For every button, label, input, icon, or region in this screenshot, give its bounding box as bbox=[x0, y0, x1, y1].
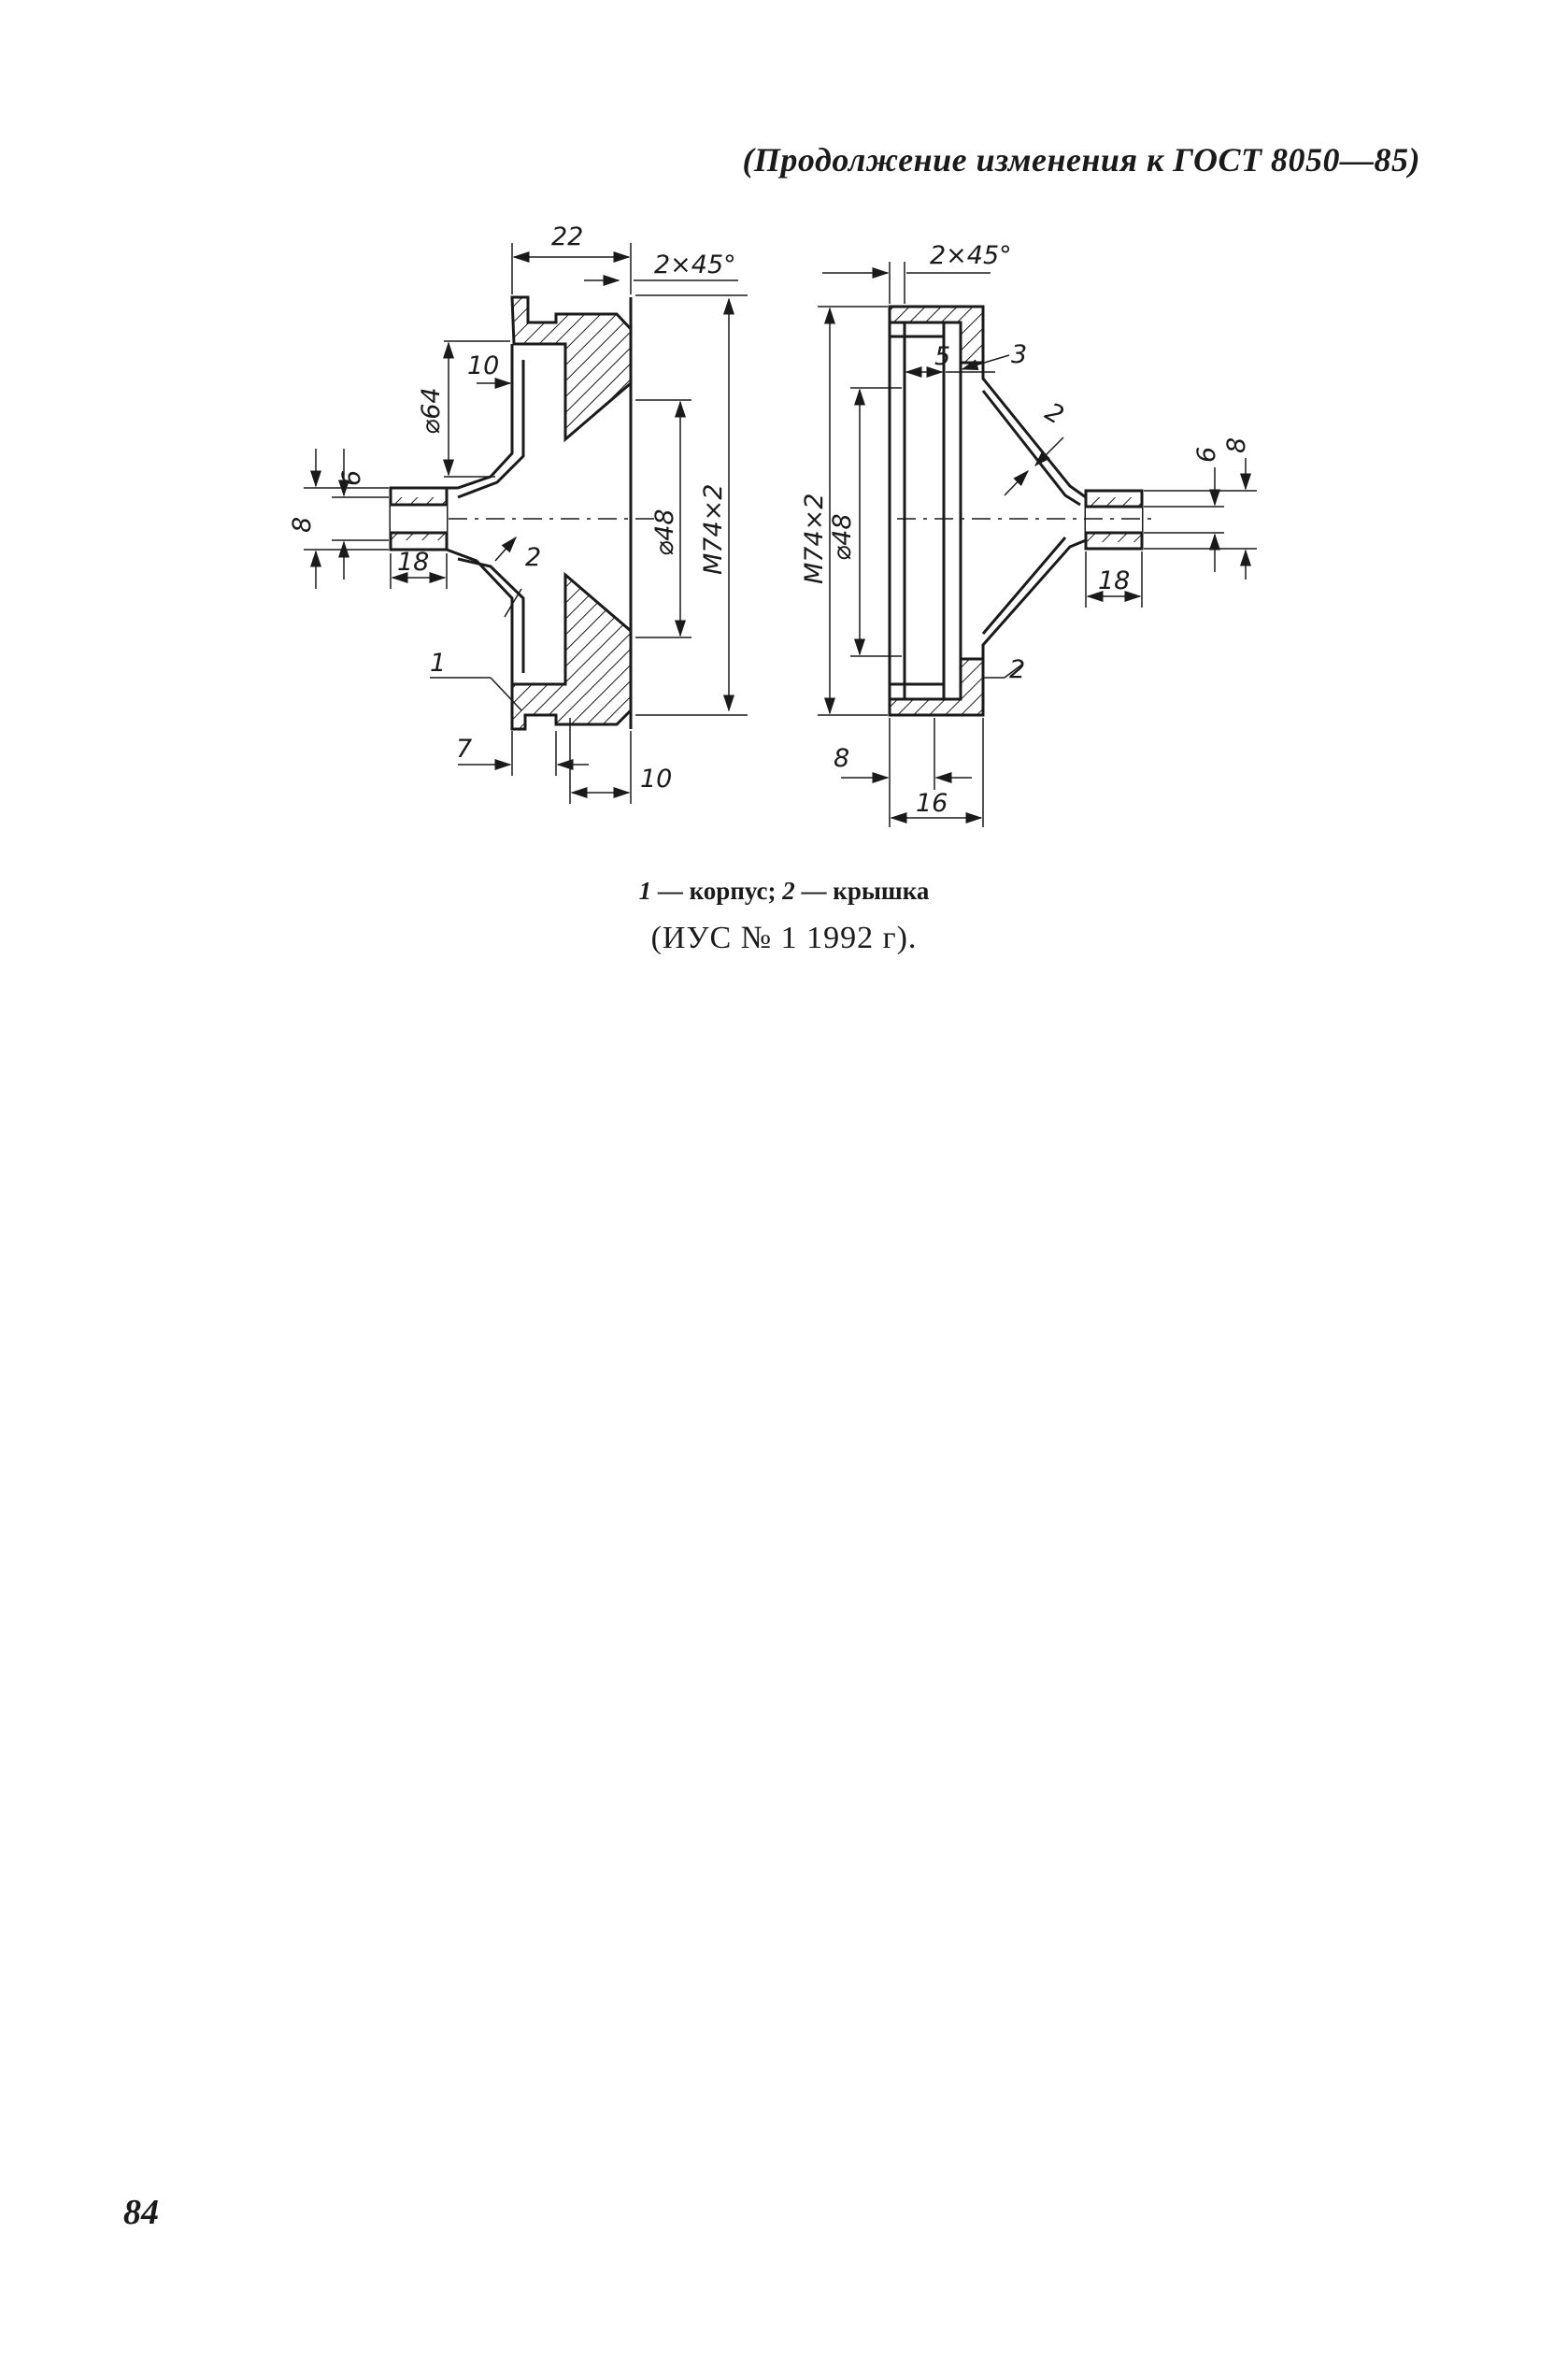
label-2: 2 bbox=[1009, 655, 1026, 684]
dim-8-bottom: 8 bbox=[834, 744, 850, 773]
dim-10-top: 10 bbox=[467, 351, 500, 380]
dim-8-right: 8 bbox=[1222, 437, 1251, 453]
caption-num-1: 1 bbox=[638, 877, 652, 905]
dim-6-2: 6 bbox=[1192, 446, 1221, 463]
dim-16: 16 bbox=[916, 789, 948, 818]
label-1: 1 bbox=[430, 649, 447, 678]
page-number: 84 bbox=[123, 2193, 159, 2232]
figure-caption bbox=[0, 877, 1568, 906]
technical-drawing bbox=[280, 206, 1290, 851]
dim-6: 6 bbox=[337, 469, 366, 486]
dim-8: 8 bbox=[288, 516, 317, 533]
dim-22: 22 bbox=[551, 222, 584, 251]
dim-d64: ⌀64 bbox=[417, 387, 446, 435]
dim-chamfer-1: 2×45° bbox=[654, 251, 736, 279]
dim-m74: M74×2 bbox=[699, 483, 728, 575]
part-2-labels bbox=[800, 241, 1251, 818]
caption-text-2: — крышка bbox=[794, 877, 930, 905]
dim-18-2: 18 bbox=[1098, 566, 1131, 595]
dim-d48-2: ⌀48 bbox=[828, 513, 857, 561]
dim-18: 18 bbox=[397, 548, 430, 577]
part-1-upper-flange bbox=[512, 297, 631, 439]
dim-3: 3 bbox=[1011, 340, 1028, 369]
dim-d48: ⌀48 bbox=[650, 508, 679, 556]
dim-wall-2b: 2 bbox=[1039, 397, 1069, 431]
part-1-cone-lower bbox=[447, 550, 512, 684]
caption-num-2: 2 bbox=[782, 877, 795, 905]
caption-text-1: — корпус; bbox=[651, 877, 783, 905]
dim-chamfer-2: 2×45° bbox=[930, 241, 1012, 270]
ius-reference: (ИУС № 1 1992 г). bbox=[650, 921, 918, 955]
part-2-dimensions bbox=[818, 262, 1257, 827]
dim-7: 7 bbox=[456, 735, 473, 764]
dim-wall-2: 2 bbox=[525, 543, 542, 572]
dim-10-bottom: 10 bbox=[640, 765, 673, 794]
part-2-cone-upper bbox=[983, 363, 1086, 497]
document-header: (Продолжение изменения к ГОСТ 8050—85) bbox=[742, 141, 1420, 179]
part-1-lower-flange bbox=[512, 575, 631, 729]
part-2-cone-lower bbox=[983, 540, 1086, 659]
dim-5: 5 bbox=[934, 342, 951, 371]
dim-m74-2: M74×2 bbox=[800, 493, 829, 584]
